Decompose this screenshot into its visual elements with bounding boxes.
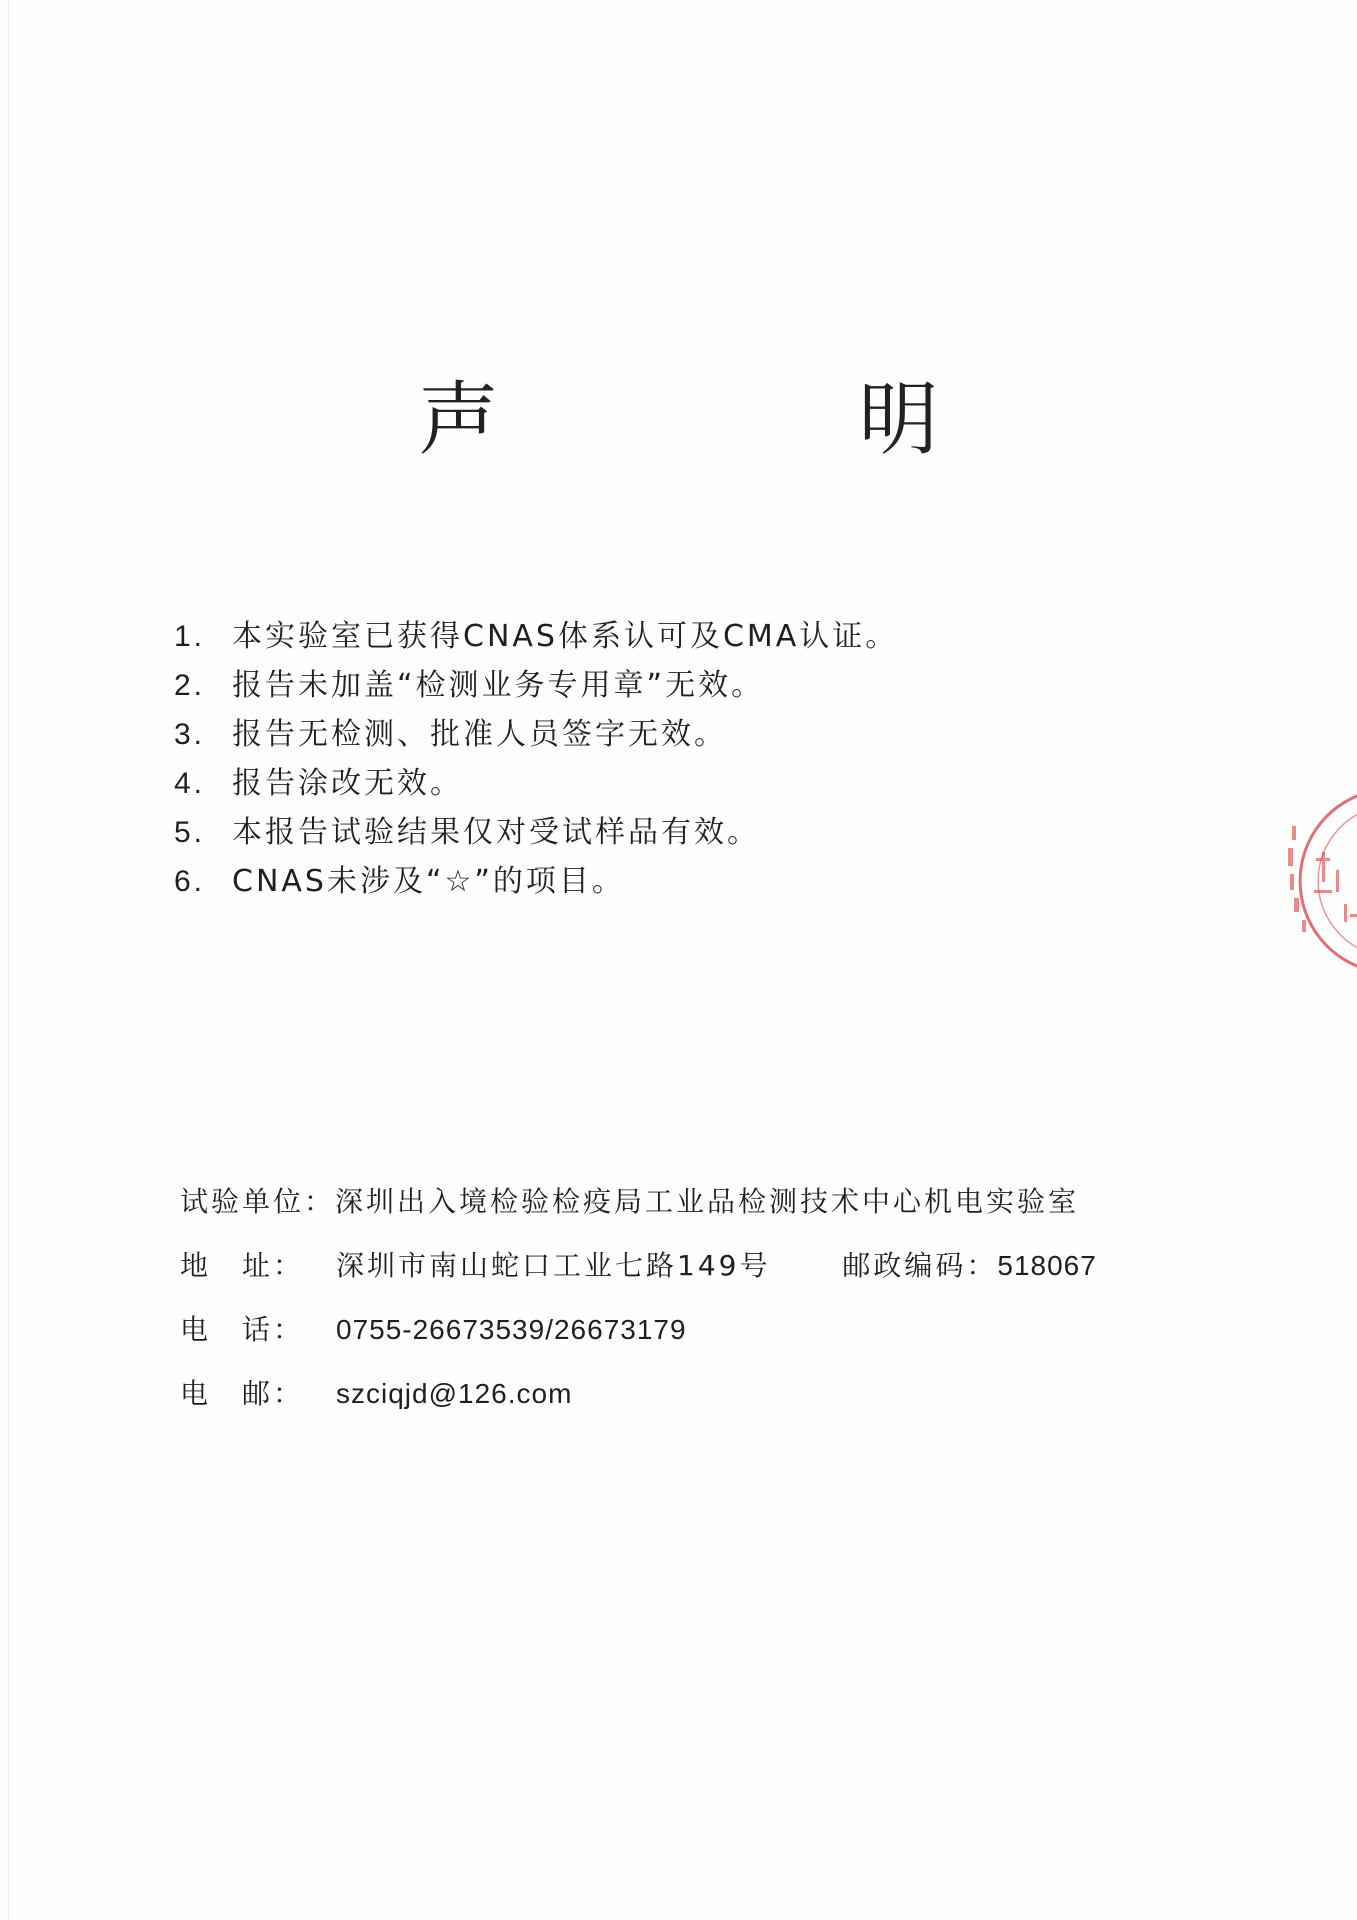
list-item-text: CNAS未涉及“☆”的项目。 [232, 864, 625, 899]
list-item-text: 报告未加盖“检测业务专用章”无效。 [232, 668, 765, 703]
page-title: 声 明 [418, 373, 1079, 466]
list-item [174, 710, 898, 759]
list-item-number: 2. [174, 669, 206, 702]
list-item-number: 6. [174, 865, 206, 898]
unit-row [180, 1170, 1097, 1234]
contact-info [180, 1170, 1097, 1426]
phone-label: 电 话： [180, 1313, 305, 1346]
phone-value: 0755-26673539/26673179 [336, 1314, 687, 1345]
list-item [174, 808, 898, 857]
email-value: szciqjd@126.com [336, 1378, 573, 1409]
list-item-number: 4. [174, 767, 206, 800]
email-label: 电 邮： [180, 1377, 305, 1410]
address-row [180, 1234, 1097, 1298]
list-item-text: 本报告试验结果仅对受试样品有效。 [232, 815, 760, 850]
list-item [174, 759, 898, 808]
postal-value: 518067 [997, 1250, 1097, 1281]
address-label: 地 址： [180, 1249, 305, 1282]
address-value: 深圳市南山蛇口工业七路149号 [336, 1249, 771, 1282]
list-item [174, 661, 898, 710]
list-item-text: 报告无检测、批准人员签字无效。 [232, 717, 727, 752]
list-item-number: 1. [174, 620, 206, 653]
declaration-list [174, 612, 898, 906]
unit-label: 试验单位： [180, 1185, 336, 1218]
postal-code [842, 1234, 1096, 1298]
list-item-text: 报告涂改无效。 [232, 766, 463, 801]
scan-edge-line [8, 0, 9, 1920]
postal-label: 邮政编码： [842, 1249, 998, 1282]
list-item [174, 612, 898, 661]
list-item [174, 857, 898, 906]
list-item-number: 5. [174, 816, 206, 849]
list-item-number: 3. [174, 718, 206, 751]
seal-stamp-icon [1278, 786, 1357, 976]
email-row [180, 1362, 1097, 1426]
phone-row [180, 1298, 1097, 1362]
unit-value: 深圳出入境检验检疫局工业品检测技术中心机电实验室 [335, 1185, 1080, 1218]
list-item-text: 本实验室已获得CNAS体系认可及CMA认证。 [232, 619, 899, 654]
